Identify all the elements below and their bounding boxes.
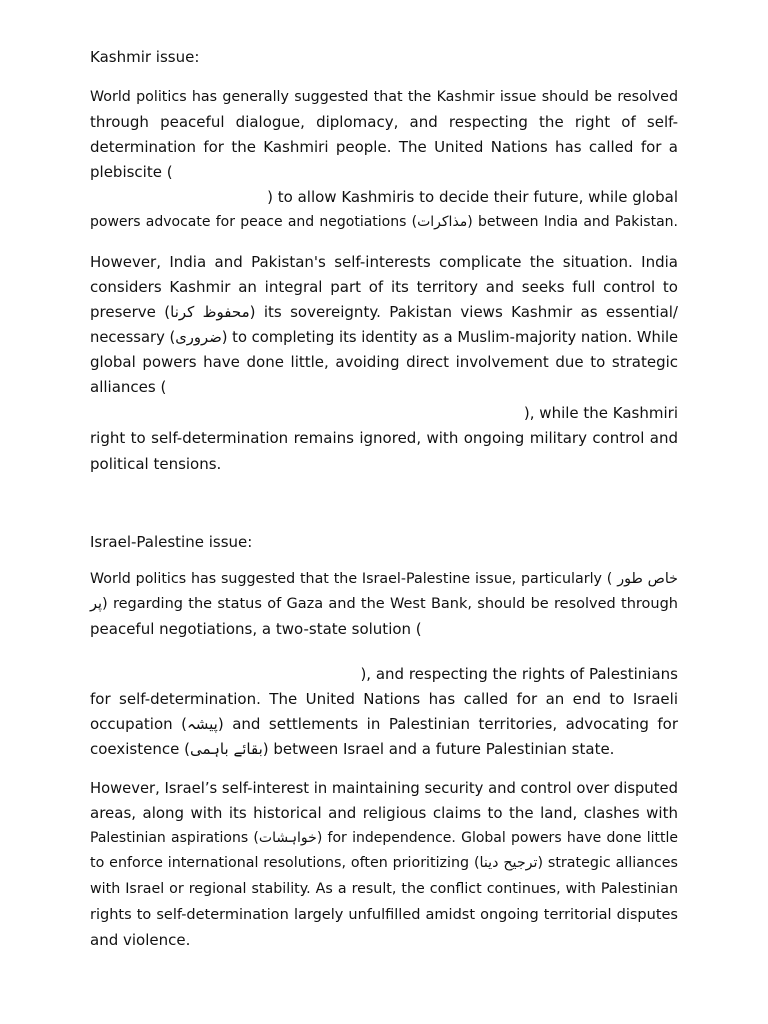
urdu-term: ضروری — [175, 329, 222, 346]
paragraph-line: global powers have done little, avoiding direct involvement due to strategic — [90, 353, 678, 371]
document-page — [90, 0, 678, 1024]
text-run: powers advocate for peace and negotiations ( — [90, 214, 418, 230]
text-run: World politics has suggested that the Israel-Palestine issue, particularly ( — [90, 571, 618, 587]
urdu-term: پر — [90, 596, 103, 612]
paragraph-line: ) to allow Kashmiris to decide their future, while global — [267, 188, 678, 206]
paragraph-line: However, Israel’s self-interest in maintaining security and control over disputed — [90, 780, 678, 797]
urdu-term: پیشہ — [186, 715, 218, 733]
urdu-term: خواہشات — [258, 830, 317, 846]
paragraph-line — [90, 737, 678, 762]
text-run: necessary ( — [90, 329, 176, 346]
section-heading-kashmir: Kashmir issue: — [90, 48, 200, 66]
paragraph-line: plebiscite ( — [90, 163, 173, 181]
urdu-term: ترجیح دینا — [479, 855, 538, 871]
text-run: occupation ( — [90, 715, 187, 733]
text-run: ) between Israel and a future Palestinian state. — [262, 740, 615, 758]
paragraph-line: with Israel or regional stability. As a result, the conflict continues, with Palestinian — [90, 881, 678, 897]
text-run: ) its sovereignty. Pakistan views Kashmir as essential/ — [249, 303, 678, 321]
paragraph-line: through peaceful dialogue, diplomacy, and respecting the right of self- — [90, 113, 678, 131]
paragraph-line: considers Kashmir an integral part of its territory and seeks full control to — [90, 278, 678, 296]
text-run: ) strategic alliances — [537, 855, 678, 871]
paragraph-line: determination for the Kashmiri people. The United Nations has called for a — [90, 138, 678, 156]
section-heading-israel-palestine: Israel-Palestine issue: — [90, 533, 253, 551]
paragraph-line — [90, 851, 678, 876]
paragraph-line: rights to self-determination largely unfulfilled amidst ongoing territorial disputes — [90, 907, 678, 923]
paragraph-line: World politics has generally suggested that the Kashmir issue should be resolved — [90, 89, 678, 105]
urdu-term: خاص طور — [617, 571, 678, 587]
paragraph-line — [90, 300, 678, 325]
text-run: ) for independence. Global powers have done little — [316, 830, 678, 846]
text-run: coexistence ( — [90, 740, 190, 758]
paragraph-line: right to self-determination remains ignored, with ongoing military control and — [90, 429, 678, 447]
text-run: preserve ( — [90, 303, 171, 321]
paragraph-line: alliances ( — [90, 378, 167, 396]
text-run: to enforce international resolutions, often prioritizing ( — [90, 855, 480, 871]
paragraph-line — [90, 210, 678, 235]
urdu-term: محفوظ کرنا — [170, 303, 250, 321]
urdu-term: مذاکرات — [417, 214, 468, 230]
paragraph-line: ), while the Kashmiri — [523, 404, 678, 422]
text-run: ) regarding the status of Gaza and the West Bank, should be resolved through — [102, 596, 678, 612]
paragraph-line — [90, 325, 678, 350]
paragraph-line: peaceful negotiations, a two-state solution ( — [90, 620, 422, 638]
text-run: ) and settlements in Palestinian territories, advocating for — [217, 715, 678, 733]
paragraph-line: However, India and Pakistan's self-interests complicate the situation. India — [90, 253, 678, 271]
paragraph-line: political tensions. — [90, 455, 222, 473]
paragraph-line: for self-determination. The United Nations has called for an end to Israeli — [90, 690, 678, 708]
text-run: ) between India and Pakistan. — [467, 214, 678, 230]
paragraph-line — [90, 712, 678, 737]
paragraph-line: and violence. — [90, 931, 191, 949]
text-run: Palestinian aspirations ( — [90, 830, 259, 846]
paragraph-line — [90, 567, 678, 592]
paragraph-line: areas, along with its historical and religious claims to the land, clashes with — [90, 804, 678, 822]
paragraph-line — [90, 826, 678, 851]
paragraph-line: ), and respecting the rights of Palestinians — [360, 665, 678, 683]
urdu-term: بقائے باہمی — [189, 740, 263, 758]
text-run: ) to completing its identity as a Muslim-majority nation. While — [221, 329, 679, 346]
paragraph-line — [90, 592, 678, 617]
